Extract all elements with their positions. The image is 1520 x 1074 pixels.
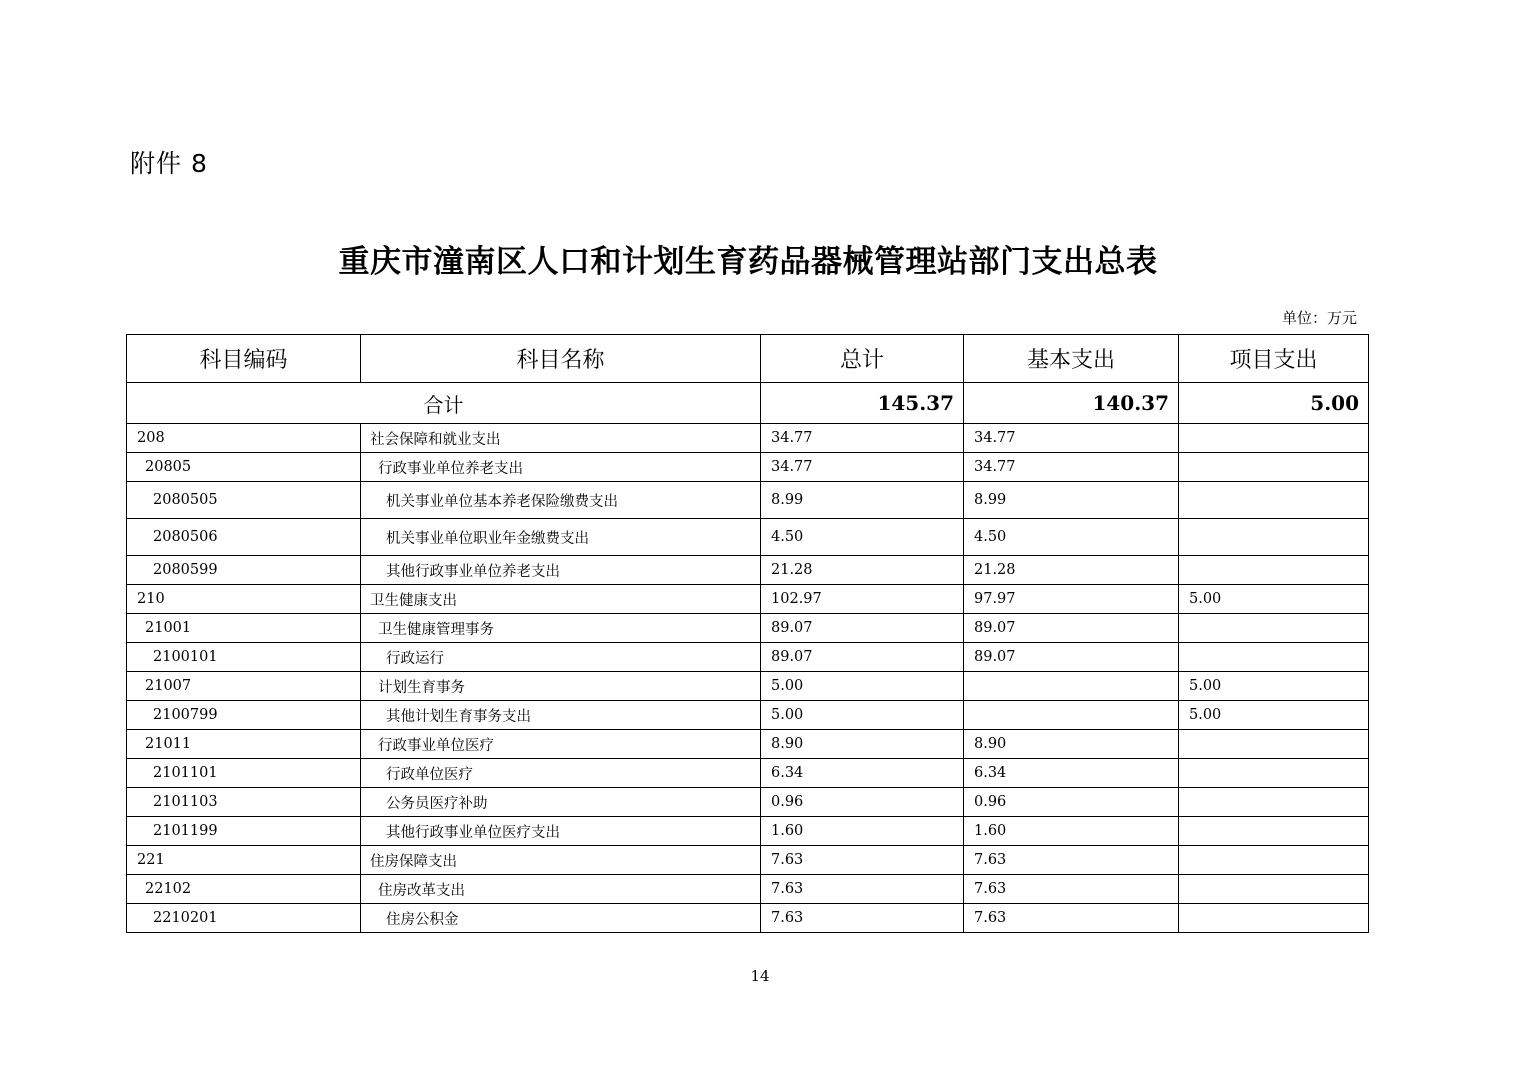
- cell-total: 89.07: [761, 614, 964, 643]
- cell-basic: 8.90: [964, 730, 1179, 759]
- cell-name: 机关事业单位职业年金缴费支出: [361, 519, 761, 556]
- cell-total: 1.60: [761, 817, 964, 846]
- column-header-total: 总计: [761, 335, 964, 383]
- cell-code: 210: [127, 585, 361, 614]
- cell-name: 其他行政事业单位养老支出: [361, 556, 761, 585]
- cell-name: 计划生育事务: [361, 672, 761, 701]
- table-row: [127, 817, 1369, 846]
- cell-basic: 7.63: [964, 875, 1179, 904]
- cell-project: [1179, 482, 1369, 519]
- cell-total: 7.63: [761, 846, 964, 875]
- cell-project: 5.00: [1179, 585, 1369, 614]
- cell-total: 8.99: [761, 482, 964, 519]
- cell-total: 5.00: [761, 701, 964, 730]
- cell-code: 208: [127, 424, 361, 453]
- cell-code: 2101199: [127, 817, 361, 846]
- cell-name: 卫生健康支出: [361, 585, 761, 614]
- cell-name: 机关事业单位基本养老保险缴费支出: [361, 482, 761, 519]
- cell-project: [1179, 759, 1369, 788]
- cell-code: 221: [127, 846, 361, 875]
- cell-basic: 7.63: [964, 846, 1179, 875]
- cell-code: 22102: [127, 875, 361, 904]
- cell-code: 2080599: [127, 556, 361, 585]
- cell-name: 住房公积金: [361, 904, 761, 933]
- cell-project: [1179, 453, 1369, 482]
- cell-project: [1179, 904, 1369, 933]
- table-row: [127, 453, 1369, 482]
- cell-code: 2080506: [127, 519, 361, 556]
- cell-basic: 1.60: [964, 817, 1179, 846]
- cell-name: 住房改革支出: [361, 875, 761, 904]
- cell-code: 21007: [127, 672, 361, 701]
- cell-code: 21001: [127, 614, 361, 643]
- cell-name: 行政单位医疗: [361, 759, 761, 788]
- cell-basic: 4.50: [964, 519, 1179, 556]
- column-header-basic: 基本支出: [964, 335, 1179, 383]
- cell-project: [1179, 519, 1369, 556]
- cell-code: 2100101: [127, 643, 361, 672]
- table-row: [127, 556, 1369, 585]
- cell-total: 4.50: [761, 519, 964, 556]
- cell-total: 5.00: [761, 672, 964, 701]
- table-row: [127, 701, 1369, 730]
- table-row: [127, 519, 1369, 556]
- cell-total: 6.34: [761, 759, 964, 788]
- cell-code: 20805: [127, 453, 361, 482]
- cell-total: 7.63: [761, 904, 964, 933]
- cell-project: [1179, 875, 1369, 904]
- page-title: 重庆市潼南区人口和计划生育药品器械管理站部门支出总表: [338, 244, 1158, 280]
- cell-basic: 97.97: [964, 585, 1179, 614]
- cell-name: 行政运行: [361, 643, 761, 672]
- cell-basic: [964, 672, 1179, 701]
- table-row: [127, 759, 1369, 788]
- total-label: 合计: [127, 383, 761, 424]
- table-row: [127, 875, 1369, 904]
- cell-basic: 6.34: [964, 759, 1179, 788]
- cell-basic: 89.07: [964, 614, 1179, 643]
- cell-name: 卫生健康管理事务: [361, 614, 761, 643]
- cell-basic: 7.63: [964, 904, 1179, 933]
- cell-basic: 34.77: [964, 424, 1179, 453]
- expenditure-table: [126, 334, 1369, 933]
- table-row: [127, 424, 1369, 453]
- cell-name: 其他计划生育事务支出: [361, 701, 761, 730]
- cell-project: [1179, 614, 1369, 643]
- cell-project: [1179, 424, 1369, 453]
- cell-basic: 89.07: [964, 643, 1179, 672]
- cell-total: 21.28: [761, 556, 964, 585]
- attachment-label: 附件 8: [130, 149, 208, 178]
- table-row: [127, 904, 1369, 933]
- table-row: [127, 614, 1369, 643]
- table-row: [127, 788, 1369, 817]
- table-row: [127, 846, 1369, 875]
- total-project: 5.00: [1179, 383, 1369, 424]
- cell-project: 5.00: [1179, 672, 1369, 701]
- cell-project: [1179, 788, 1369, 817]
- cell-code: 2101101: [127, 759, 361, 788]
- cell-total: 34.77: [761, 424, 964, 453]
- cell-basic: 34.77: [964, 453, 1179, 482]
- cell-code: 2210201: [127, 904, 361, 933]
- table-row: [127, 672, 1369, 701]
- cell-code: 2101103: [127, 788, 361, 817]
- cell-project: [1179, 730, 1369, 759]
- cell-total: 8.90: [761, 730, 964, 759]
- cell-name: 行政事业单位养老支出: [361, 453, 761, 482]
- cell-project: [1179, 846, 1369, 875]
- total-row: [127, 383, 1369, 424]
- cell-project: [1179, 556, 1369, 585]
- cell-total: 34.77: [761, 453, 964, 482]
- cell-code: 21011: [127, 730, 361, 759]
- cell-total: 7.63: [761, 875, 964, 904]
- table-row: [127, 643, 1369, 672]
- page-number: 14: [750, 967, 770, 985]
- cell-name: 行政事业单位医疗: [361, 730, 761, 759]
- cell-project: [1179, 817, 1369, 846]
- total-total: 145.37: [761, 383, 964, 424]
- column-header-name: 科目名称: [361, 335, 761, 383]
- cell-name: 社会保障和就业支出: [361, 424, 761, 453]
- cell-total: 0.96: [761, 788, 964, 817]
- cell-name: 公务员医疗补助: [361, 788, 761, 817]
- table-header-row: [127, 335, 1369, 383]
- column-header-project: 项目支出: [1179, 335, 1369, 383]
- cell-basic: 8.99: [964, 482, 1179, 519]
- column-header-code: 科目编码: [127, 335, 361, 383]
- cell-name: 住房保障支出: [361, 846, 761, 875]
- cell-total: 102.97: [761, 585, 964, 614]
- cell-basic: 21.28: [964, 556, 1179, 585]
- cell-basic: 0.96: [964, 788, 1179, 817]
- total-basic: 140.37: [964, 383, 1179, 424]
- cell-name: 其他行政事业单位医疗支出: [361, 817, 761, 846]
- cell-project: 5.00: [1179, 701, 1369, 730]
- table-row: [127, 585, 1369, 614]
- table-row: [127, 730, 1369, 759]
- cell-basic: [964, 701, 1179, 730]
- table-row: [127, 482, 1369, 519]
- cell-project: [1179, 643, 1369, 672]
- unit-label: 单位：万元: [1281, 309, 1357, 327]
- cell-code: 2100799: [127, 701, 361, 730]
- cell-total: 89.07: [761, 643, 964, 672]
- cell-code: 2080505: [127, 482, 361, 519]
